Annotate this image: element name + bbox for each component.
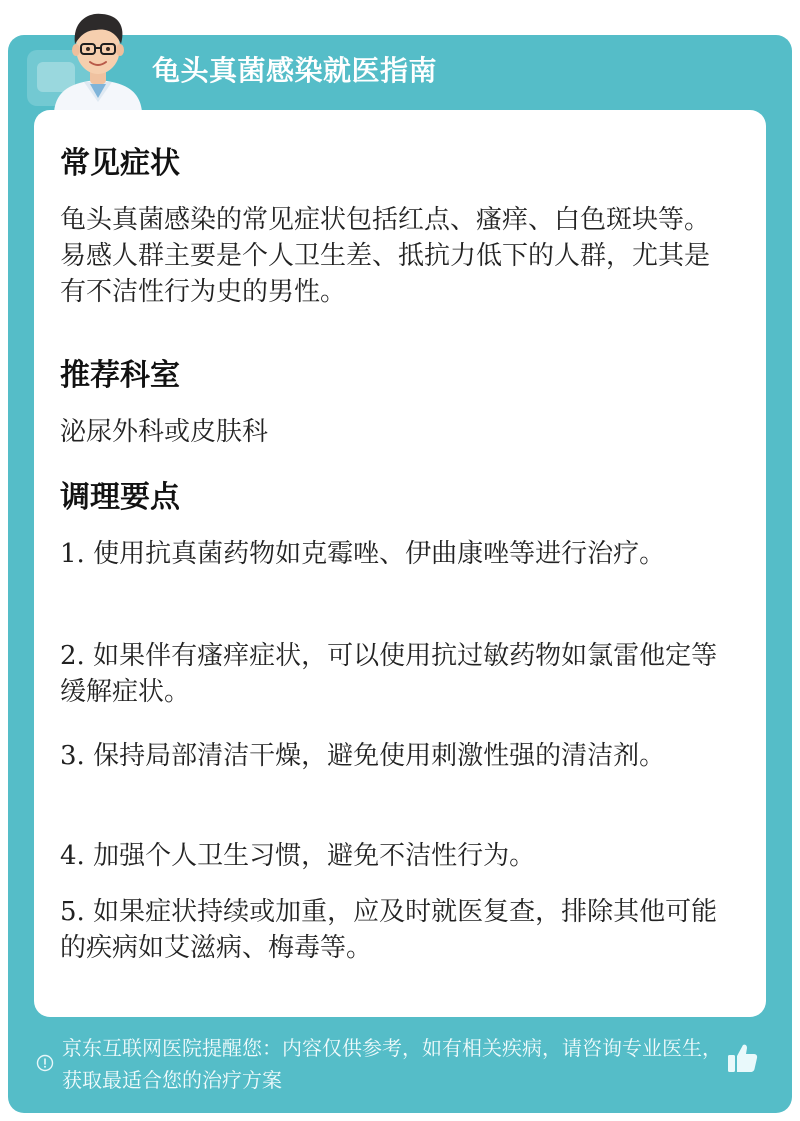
section-heading-symptoms: 常见症状 — [60, 146, 180, 181]
care-item-number: 2. — [60, 641, 85, 671]
care-item — [60, 738, 732, 774]
symptoms-text: 龟头真菌感染的常见症状包括红点、瘙痒、白色斑块等。易感人群主要是个人卫生差、抵抗力低下的人群，尤其是有不洁性行为史的男性。 — [60, 205, 711, 307]
section-heading-care: 调理要点 — [60, 480, 180, 515]
department-text: 泌尿外科或皮肤科 — [60, 417, 269, 447]
thumbs-up-icon[interactable] — [724, 1040, 760, 1076]
care-item-text: 保持局部清洁干燥，避免使用刺激性强的清洁剂。 — [93, 741, 666, 771]
care-item-text: 加强个人卫生习惯，避免不洁性行为。 — [93, 841, 536, 871]
care-item-number: 3. — [60, 741, 85, 771]
care-item — [60, 894, 732, 966]
care-item-number: 1. — [60, 539, 85, 569]
care-item-number: 4. — [60, 841, 85, 871]
info-icon — [36, 1054, 54, 1072]
care-item-number: 5. — [60, 897, 85, 927]
doctor-avatar — [50, 6, 146, 112]
care-item — [60, 638, 732, 710]
section-heading-department: 推荐科室 — [60, 358, 180, 393]
care-item — [60, 838, 732, 874]
care-item — [60, 536, 732, 572]
care-item-text: 使用抗真菌药物如克霉唑、伊曲康唑等进行治疗。 — [93, 539, 666, 569]
care-item-text: 如果症状持续或加重，应及时就医复查，排除其他可能的疾病如艾滋病、梅毒等。 — [60, 897, 718, 963]
disclaimer-text: 京东互联网医院提醒您：内容仅供参考，如有相关疾病，请咨询专业医生，获取最适合您的治疗方案 — [62, 1036, 722, 1092]
care-item-text: 如果伴有瘙痒症状，可以使用抗过敏药物如氯雷他定等缓解症状。 — [60, 641, 718, 707]
page-title: 龟头真菌感染就医指南 — [152, 54, 438, 87]
